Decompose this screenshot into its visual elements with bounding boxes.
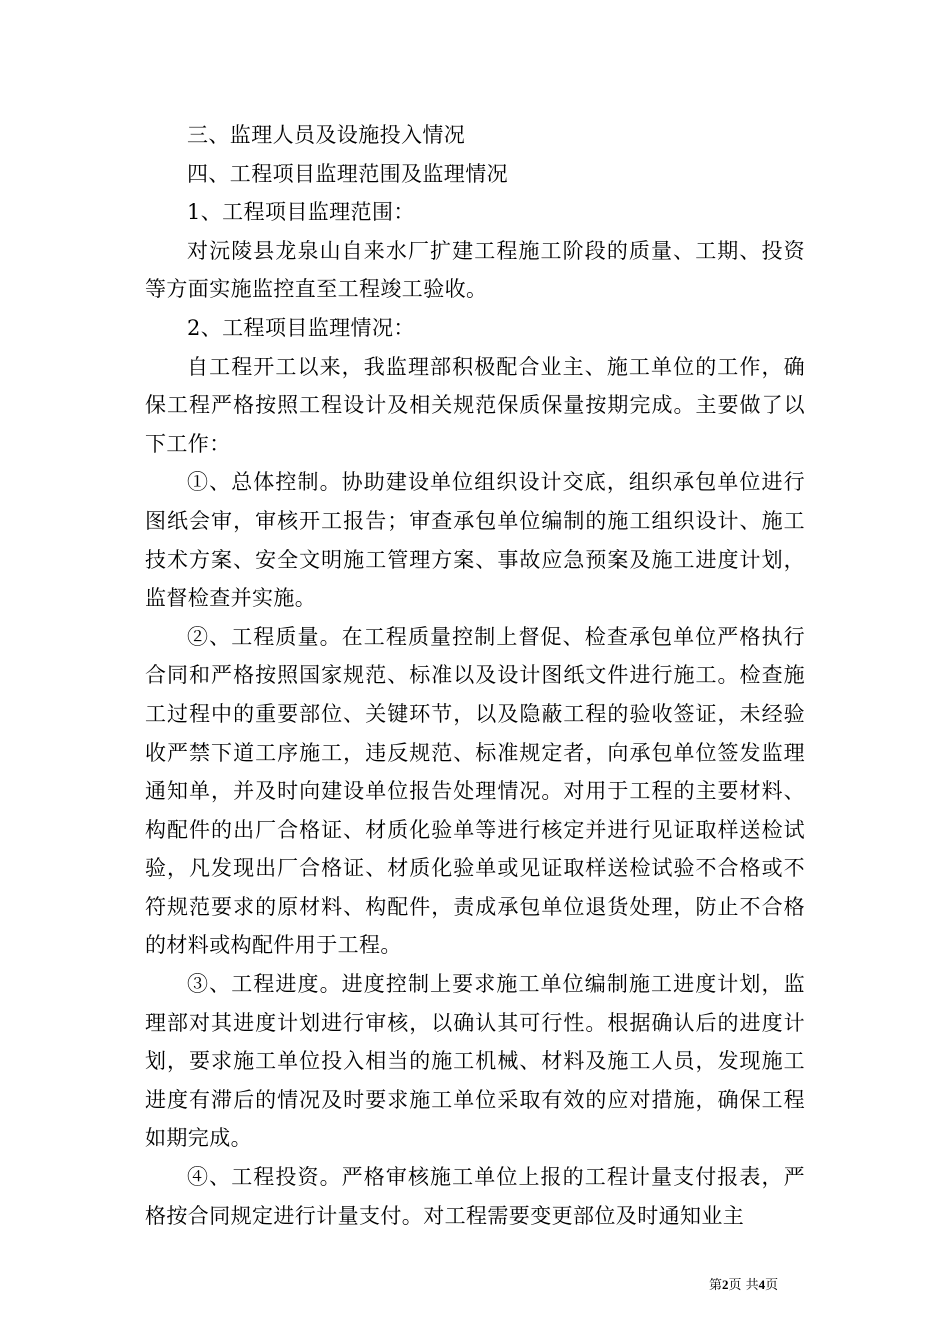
paragraph-subheading-status: 2、工程项目监理情况： xyxy=(187,315,415,340)
footer-middle: 页 共 xyxy=(728,1278,759,1293)
footer-prefix: 第 xyxy=(709,1278,723,1293)
paragraph-subheading-scope: 1、工程项目监理范围： xyxy=(187,200,415,225)
paragraph-heading-3: 三、监理人员及设施投入情况 xyxy=(187,123,466,147)
paragraph-status-intro: 自工程开工以来，我监理部积极配合业主、施工单位的工作，确保工程严格按照工程设计及相关规范保质保量按期完成。主要做了以下工作： xyxy=(145,354,805,456)
page-number-footer xyxy=(709,1276,829,1295)
paragraph-investment: ④、工程投资。严格审核施工单位上报的工程计量支付报表，严格按合同规定进行计量支付。对工程需要变更部位及时通知业主 xyxy=(145,1165,805,1228)
footer-suffix: 页 xyxy=(765,1278,779,1293)
document-body xyxy=(145,116,805,1235)
paragraph-progress: ③、工程进度。进度控制上要求施工单位编制施工进度计划，监理部对其进度计划进行审核，以确认其可行性。根据确认后的进度计划，要求施工单位投入相当的施工机械、材料及施工人员，发现施工进度有滞后的情况及时要求施工单位采取有效的应对措施，确保工程如期完成。 xyxy=(145,972,805,1151)
paragraph-scope-body: 对沅陵县龙泉山自来水厂扩建工程施工阶段的质量、工期、投资等方面实施监控直至工程竣工验收。 xyxy=(145,238,805,302)
paragraph-heading-4: 四、工程项目监理范围及监理情况 xyxy=(187,161,508,186)
footer-total-pages: 4 xyxy=(758,1277,766,1292)
paragraph-overall-control: ①、总体控制。协助建设单位组织设计交底，组织承包单位进行图纸会审，审核开工报告；审查承包单位编制的施工组织设计、施工技术方案、安全文明施工管理方案、事故应急预案及施工进度计划，监督检查并实施。 xyxy=(145,470,805,611)
paragraph-quality: ②、工程质量。在工程质量控制上督促、检查承包单位严格执行合同和严格按照国家规范、标准以及设计图纸文件进行施工。检查施工过程中的重要部位、关键环节，以及隐蔽工程的验收签证，未经验收严禁下道工序施工，违反规范、标准规定者，向承包单位签发监理通知单，并及时向建设单位报告处理情况。对用于工程的主要材料、构配件的出厂合格证、材质化验单等进行核定并进行见证取样送检试验，凡发现出厂合格证、材质化验单或见证取样送检试验不合格或不符规范要求的原材料、构配件，责成承包单位退货处理，防止不合格的材料或构配件用于工程。 xyxy=(145,624,805,958)
footer-current-page: 2 xyxy=(722,1277,729,1292)
